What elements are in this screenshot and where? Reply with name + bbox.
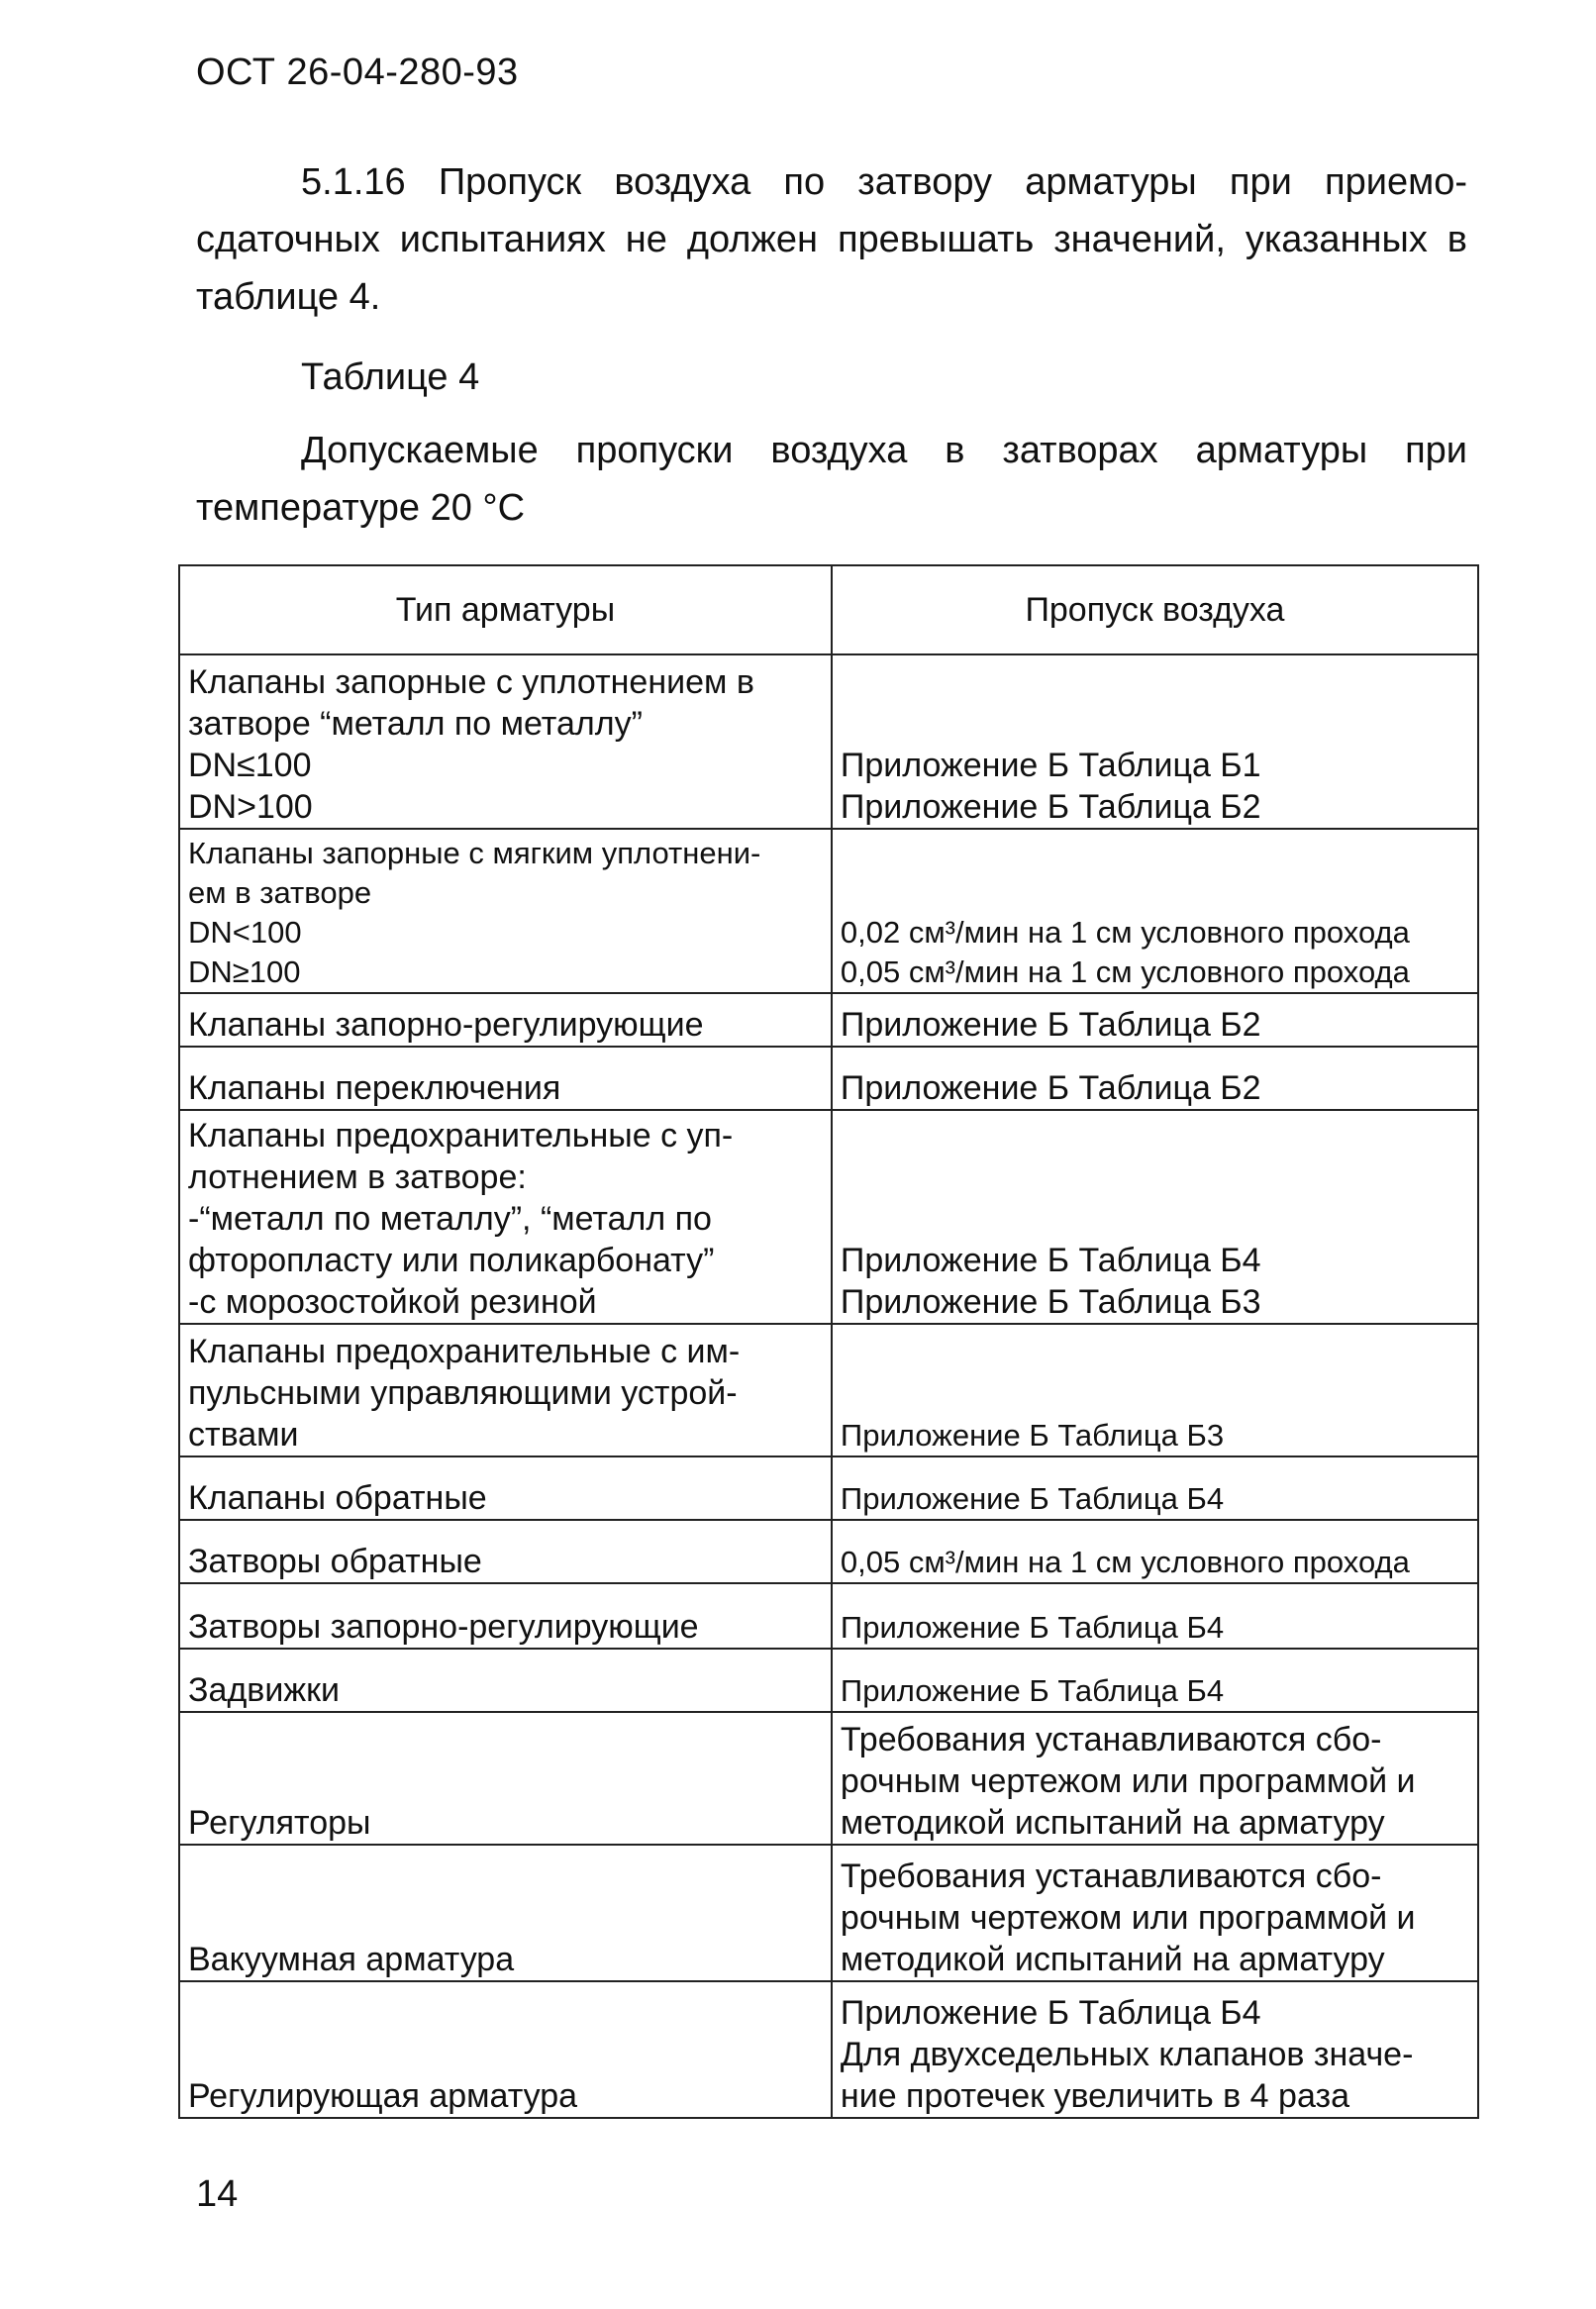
table-row <box>179 654 1478 829</box>
cell-leakage: Приложение Б Таблица Б4 <box>832 1649 1478 1712</box>
table-row <box>179 1583 1478 1649</box>
table-header-row <box>179 565 1478 654</box>
cell-leakage: 0,02 см³/мин на 1 см условного прохода 0,05 см³/мин на 1 см условного прохода <box>832 829 1478 993</box>
cell-type: Клапаны запорные с уплотнением в затворе “металл по металлу” DN≤100 DN>100 <box>179 654 832 829</box>
cell-type: Регулирующая арматура <box>179 1981 832 2118</box>
cell-leakage: Требования устанавливаются сбо- рочным чертежом или программой и методикой испытаний на арматуру <box>832 1712 1478 1845</box>
cell-type: Задвижки <box>179 1649 832 1712</box>
document-code: ОСТ 26-04-280-93 <box>196 51 519 93</box>
table-row <box>179 1520 1478 1583</box>
cell-type: Клапаны обратные <box>179 1456 832 1520</box>
cell-type: Клапаны предохранительные с им- пульсными управляющими устрой- ствами <box>179 1324 832 1456</box>
cell-leakage: Приложение Б Таблица Б4 Приложение Б Таблица Б3 <box>832 1110 1478 1324</box>
table-row <box>179 1110 1478 1324</box>
cell-type: Регуляторы <box>179 1712 832 1845</box>
table-row <box>179 1649 1478 1712</box>
cell-type: Затворы обратные <box>179 1520 832 1583</box>
table-row <box>179 1981 1478 2118</box>
table-row <box>179 1712 1478 1845</box>
cell-leakage: Приложение Б Таблица Б3 <box>832 1324 1478 1456</box>
cell-leakage: Приложение Б Таблица Б4 <box>832 1456 1478 1520</box>
table-row <box>179 1047 1478 1110</box>
table-row <box>179 993 1478 1047</box>
page-number: 14 <box>196 2173 239 2215</box>
table-title: Допускаемые пропуски воздуха в затворах арматуры при температуре 20 °С <box>196 430 1467 529</box>
cell-type: Клапаны переключения <box>179 1047 832 1110</box>
cell-leakage: 0,05 см³/мин на 1 см условного прохода <box>832 1520 1478 1583</box>
cell-leakage: Приложение Б Таблица Б1 Приложение Б Таблица Б2 <box>832 654 1478 829</box>
cell-type: Клапаны запорные с мягким уплотнени- ем в затворе DN<100 DN≥100 <box>179 829 832 993</box>
table-row <box>179 1456 1478 1520</box>
cell-type: Вакуумная арматура <box>179 1845 832 1981</box>
cell-type: Клапаны запорно-регулирующие <box>179 993 832 1047</box>
column-header-type: Тип арматуры <box>179 565 832 654</box>
cell-leakage: Приложение Б Таблица Б4 <box>832 1583 1478 1649</box>
table-row <box>179 1324 1478 1456</box>
cell-leakage: Приложение Б Таблица Б4 Для двухседельных клапанов значе- ние протечек увеличить в 4 раза <box>832 1981 1478 2118</box>
cell-type: Клапаны предохранительные с уп- лотнением в затворе: -“металл по металлу”, “металл по фторопласту или поликарбонату” -с морозостойкой резиной <box>179 1110 832 1324</box>
cell-leakage: Приложение Б Таблица Б2 <box>832 1047 1478 1110</box>
column-header-leakage: Пропуск воздуха <box>832 565 1478 654</box>
cell-type: Затворы запорно-регулирующие <box>179 1583 832 1649</box>
table-row <box>179 1845 1478 1981</box>
cell-leakage: Приложение Б Таблица Б2 <box>832 993 1478 1047</box>
table-label: Таблице 4 <box>301 356 480 398</box>
cell-leakage: Требования устанавливаются сбо- рочным чертежом или программой и методикой испытаний на арматуру <box>832 1845 1478 1981</box>
air-leakage-table <box>178 564 1479 2119</box>
table-row <box>179 829 1478 993</box>
paragraph-5-1-16: 5.1.16 Пропуск воздуха по затвору арматуры при приемо-сдаточных испытаниях не должен превышать значений, указанных в таблице 4. <box>196 161 1467 318</box>
